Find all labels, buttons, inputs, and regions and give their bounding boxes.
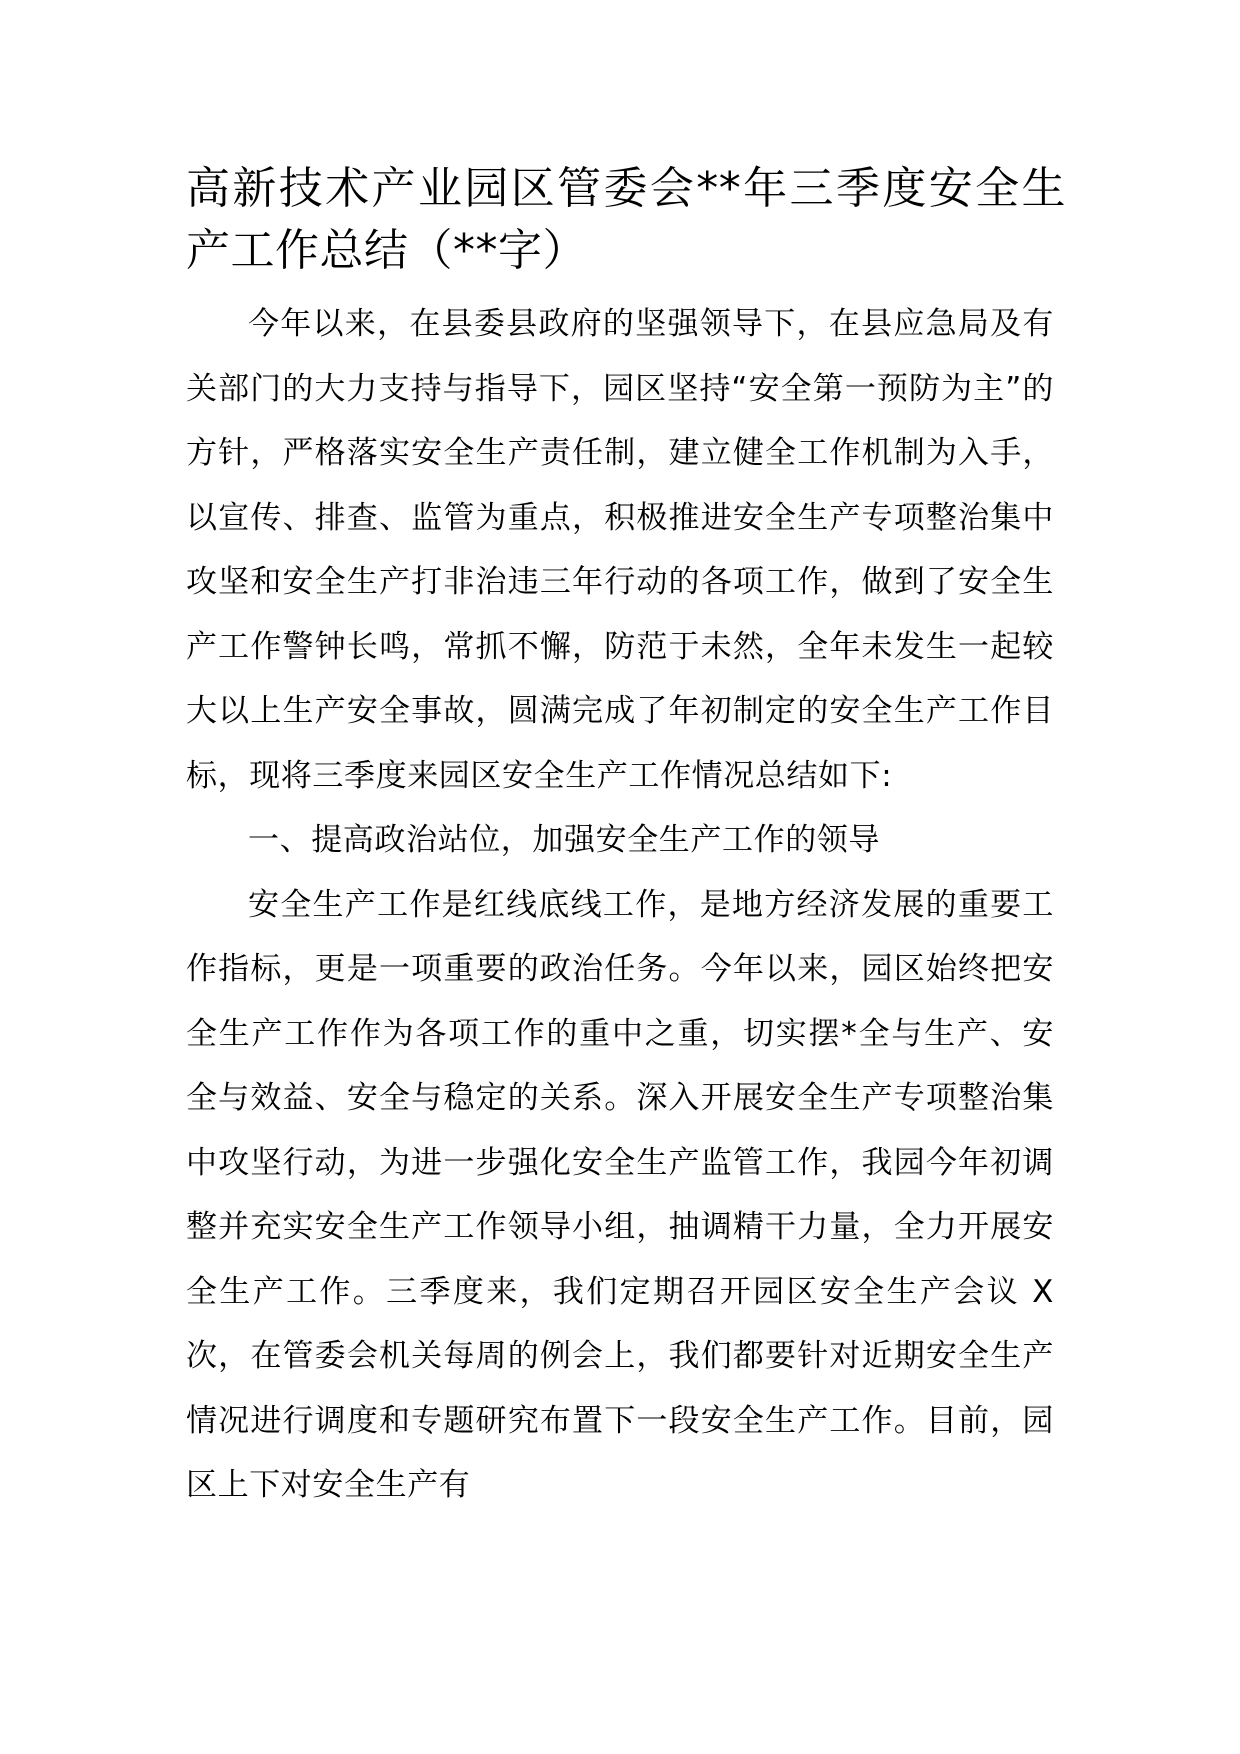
document-body (186, 292, 1054, 1518)
paragraph-intro: 今年以来，在县委县政府的坚强领导下，在县应急局及有关部门的大力支持与指导下，园区坚持“安全第一预防为主”的方针，严格落实安全生产责任制，建立健全工作机制为入手，以宣传、排查、监管为重点，积极推进安全生产专项整治集中攻坚和安全生产打非治违三年行动的各项工作，做到了安全生产工作警钟长鸣，常抓不懈，防范于未然，全年未发生一起较大以上生产安全事故，圆满完成了年初制定的安全生产工作目标，现将三季度来园区安全生产工作情况总结如下: (186, 306, 1054, 794)
paragraph-section-1: 安全生产工作是红线底线工作，是地方经济发展的重要工作指标，更是一项重要的政治任务。今年以来，园区始终把安全生产工作作为各项工作的重中之重，切实摆*全与生产、安全与效益、安全与稳定的关系。深入开展安全生产专项整治集中攻坚行动，为进一步强化安全生产监管工作，我园今年初调整并充实安全生产工作领导小组，抽调精干力量，全力开展安全生产工作。三季度来，我们定期召开园区安全生产会议 X 次，在管委会机关每周的例会上，我们都要针对近期安全生产情况进行调度和专题研究布置下一段安全生产工作。目前，园区上下对安全生产有 (186, 886, 1054, 1503)
document-title: 高新技术产业园区管委会**年三季度安全生产工作总结（**字） (186, 163, 1066, 276)
section-heading-1: 一、提高政治站位，加强安全生产工作的领导 (248, 822, 880, 858)
